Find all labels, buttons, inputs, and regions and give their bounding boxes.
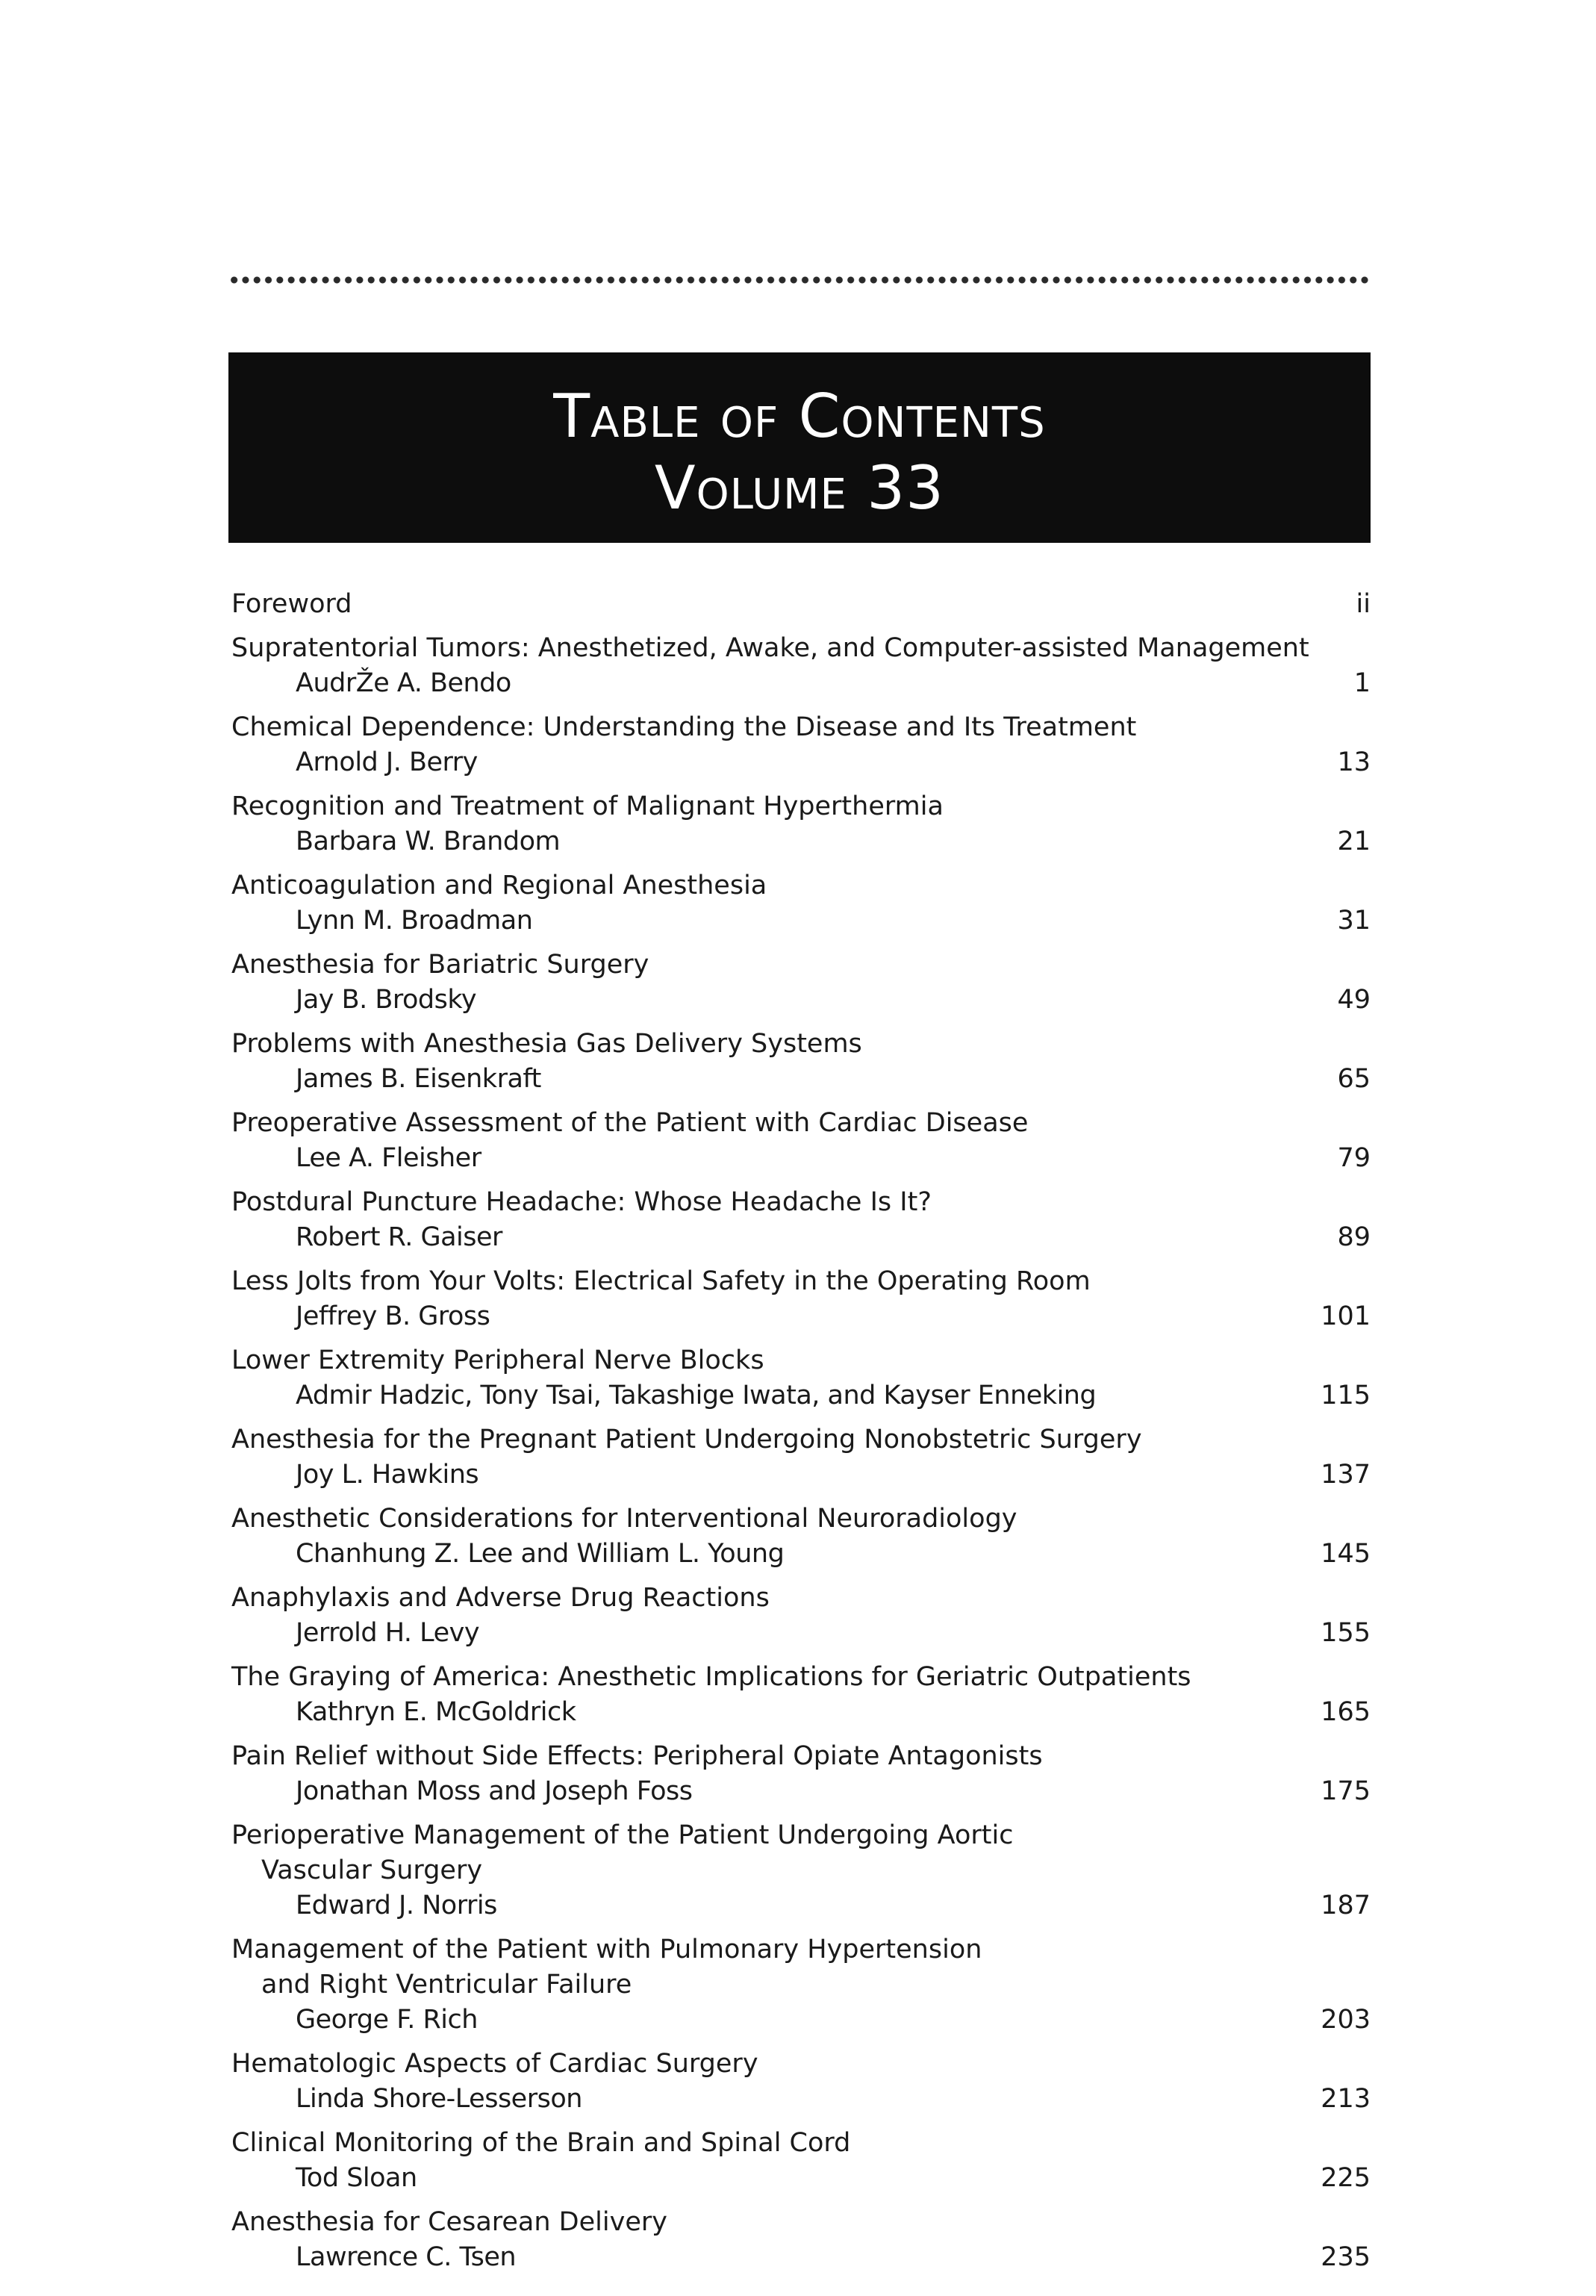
- entry-author: George F. Rich: [296, 2005, 478, 2035]
- entry-page: 115: [1321, 1381, 1371, 1410]
- entry-author: Lawrence C. Tsen: [296, 2242, 517, 2272]
- dotted-rule: [228, 275, 1371, 285]
- toc-entry: [231, 1343, 1371, 1413]
- entry-page: 101: [1321, 1301, 1371, 1331]
- entry-title: Chemical Dependence: Understanding the Disease and Its Treatment: [231, 712, 1137, 742]
- toc-entry: [231, 1027, 1371, 1097]
- entry-page: 155: [1321, 1618, 1371, 1648]
- entry-page: 65: [1337, 1064, 1371, 1094]
- volume-title: Volume 33: [654, 453, 945, 523]
- entry-author: Edward J. Norris: [296, 1891, 497, 1920]
- entry-title: Problems with Anesthesia Gas Delivery Systems: [231, 1029, 862, 1059]
- entry-page: 21: [1337, 827, 1371, 856]
- entry-author: Jeffrey B. Gross: [296, 1301, 490, 1331]
- entry-title: Lower Extremity Peripheral Nerve Blocks: [231, 1345, 764, 1375]
- toc-entry: [231, 868, 1371, 939]
- entry-title: Anesthesia for the Pregnant Patient Undergoing Nonobstetric Surgery: [231, 1425, 1142, 1455]
- toc-entry: [231, 1185, 1371, 1255]
- entry-title: Preoperative Assessment of the Patient with Cardiac Disease: [231, 1108, 1029, 1138]
- entry-author: Chanhung Z. Lee and William L. Young: [296, 1539, 785, 1569]
- toc-entry: [231, 2047, 1371, 2117]
- entry-author: Jonathan Moss and Joseph Foss: [296, 1776, 693, 1806]
- entry-title: Foreword: [231, 589, 352, 619]
- entry-author: Jay B. Brodsky: [296, 985, 477, 1015]
- entry-page: 225: [1321, 2163, 1371, 2193]
- toc-entry: [231, 710, 1371, 780]
- entry-author: Robert R. Gaiser: [296, 1222, 502, 1252]
- entry-title-continued: and Right Ventricular Failure: [261, 1970, 632, 2000]
- entry-author: Admir Hadzic, Tony Tsai, Takashige Iwata, and Kayser Enneking: [296, 1381, 1097, 1410]
- toc-entry: [231, 1818, 1371, 1923]
- entry-title: Anesthesia for Bariatric Surgery: [231, 950, 649, 980]
- entry-page: 49: [1337, 985, 1371, 1015]
- toc-entry: [231, 789, 1371, 859]
- entry-page: 187: [1321, 1891, 1371, 1920]
- entry-page: ii: [1356, 589, 1371, 619]
- entry-title-continued: Vascular Surgery: [261, 1855, 483, 1885]
- toc-entry: [231, 1422, 1371, 1493]
- entry-page: 137: [1321, 1460, 1371, 1490]
- toc-entry: [231, 1932, 1371, 2038]
- entry-author: Jerrold H. Levy: [296, 1618, 480, 1648]
- toc-entry: [231, 631, 1371, 701]
- entry-title: Anesthetic Considerations for Interventional Neuroradiology: [231, 1504, 1017, 1534]
- entry-title: Pain Relief without Side Effects: Peripheral Opiate Antagonists: [231, 1741, 1043, 1771]
- toc-entry: [231, 2126, 1371, 2196]
- toc-entry: [231, 1264, 1371, 1334]
- toc-entry-foreword: [231, 587, 1371, 622]
- entry-author: Linda Shore-Lesserson: [296, 2084, 582, 2114]
- entry-page: 1: [1353, 668, 1371, 698]
- entry-author: Tod Sloan: [296, 2163, 417, 2193]
- entry-author: Lynn M. Broadman: [296, 906, 533, 936]
- toc-entry: [231, 1739, 1371, 1809]
- title-banner: [228, 352, 1371, 543]
- entry-title: Hematologic Aspects of Cardiac Surgery: [231, 2049, 758, 2079]
- entry-title: The Graying of America: Anesthetic Implications for Geriatric Outpatients: [231, 1662, 1191, 1692]
- entry-title: Less Jolts from Your Volts: Electrical Safety in the Operating Room: [231, 1266, 1091, 1296]
- entry-page: 89: [1337, 1222, 1371, 1252]
- entry-author: James B. Eisenkraft: [296, 1064, 541, 1094]
- entry-page: 13: [1337, 747, 1371, 777]
- toc-entry: [231, 1106, 1371, 1176]
- entry-title: Anesthesia for Cesarean Delivery: [231, 2207, 667, 2237]
- entry-page: 145: [1321, 1539, 1371, 1569]
- toc-entry: [231, 1502, 1371, 1572]
- entry-title: Anaphylaxis and Adverse Drug Reactions: [231, 1583, 770, 1613]
- toc-entry: [231, 2205, 1371, 2275]
- entry-page: 31: [1337, 906, 1371, 936]
- entry-title: Clinical Monitoring of the Brain and Spinal Cord: [231, 2128, 851, 2158]
- entry-author: Kathryn E. McGoldrick: [296, 1697, 576, 1727]
- entry-page: 203: [1321, 2005, 1371, 2035]
- entry-author: Arnold J. Berry: [296, 747, 478, 777]
- entry-author: Lee A. Fleisher: [296, 1143, 481, 1173]
- toc-entry: [231, 1660, 1371, 1730]
- entry-title: Recognition and Treatment of Malignant Hyperthermia: [231, 791, 944, 821]
- entry-author: AudrŽe A. Bendo: [296, 668, 511, 698]
- toc-entry: [231, 1581, 1371, 1651]
- entry-title: Management of the Patient with Pulmonary Hypertension: [231, 1935, 982, 1964]
- page-title: Table of Contents: [553, 382, 1046, 451]
- toc-entry: [231, 948, 1371, 1018]
- entry-page: 79: [1337, 1143, 1371, 1173]
- entry-author: Barbara W. Brandom: [296, 827, 561, 856]
- entry-page: 213: [1321, 2084, 1371, 2114]
- table-of-contents: [231, 587, 1371, 2284]
- entry-page: 235: [1321, 2242, 1371, 2272]
- entry-title: Perioperative Management of the Patient Undergoing Aortic: [231, 1820, 1014, 1850]
- entry-page: 175: [1321, 1776, 1371, 1806]
- entry-title: Anticoagulation and Regional Anesthesia: [231, 871, 767, 900]
- entry-author: Joy L. Hawkins: [296, 1460, 479, 1490]
- entry-title: Supratentorial Tumors: Anesthetized, Awake, and Computer-assisted Management: [231, 633, 1309, 663]
- entry-title: Postdural Puncture Headache: Whose Headache Is It?: [231, 1187, 932, 1217]
- entry-page: 165: [1321, 1697, 1371, 1727]
